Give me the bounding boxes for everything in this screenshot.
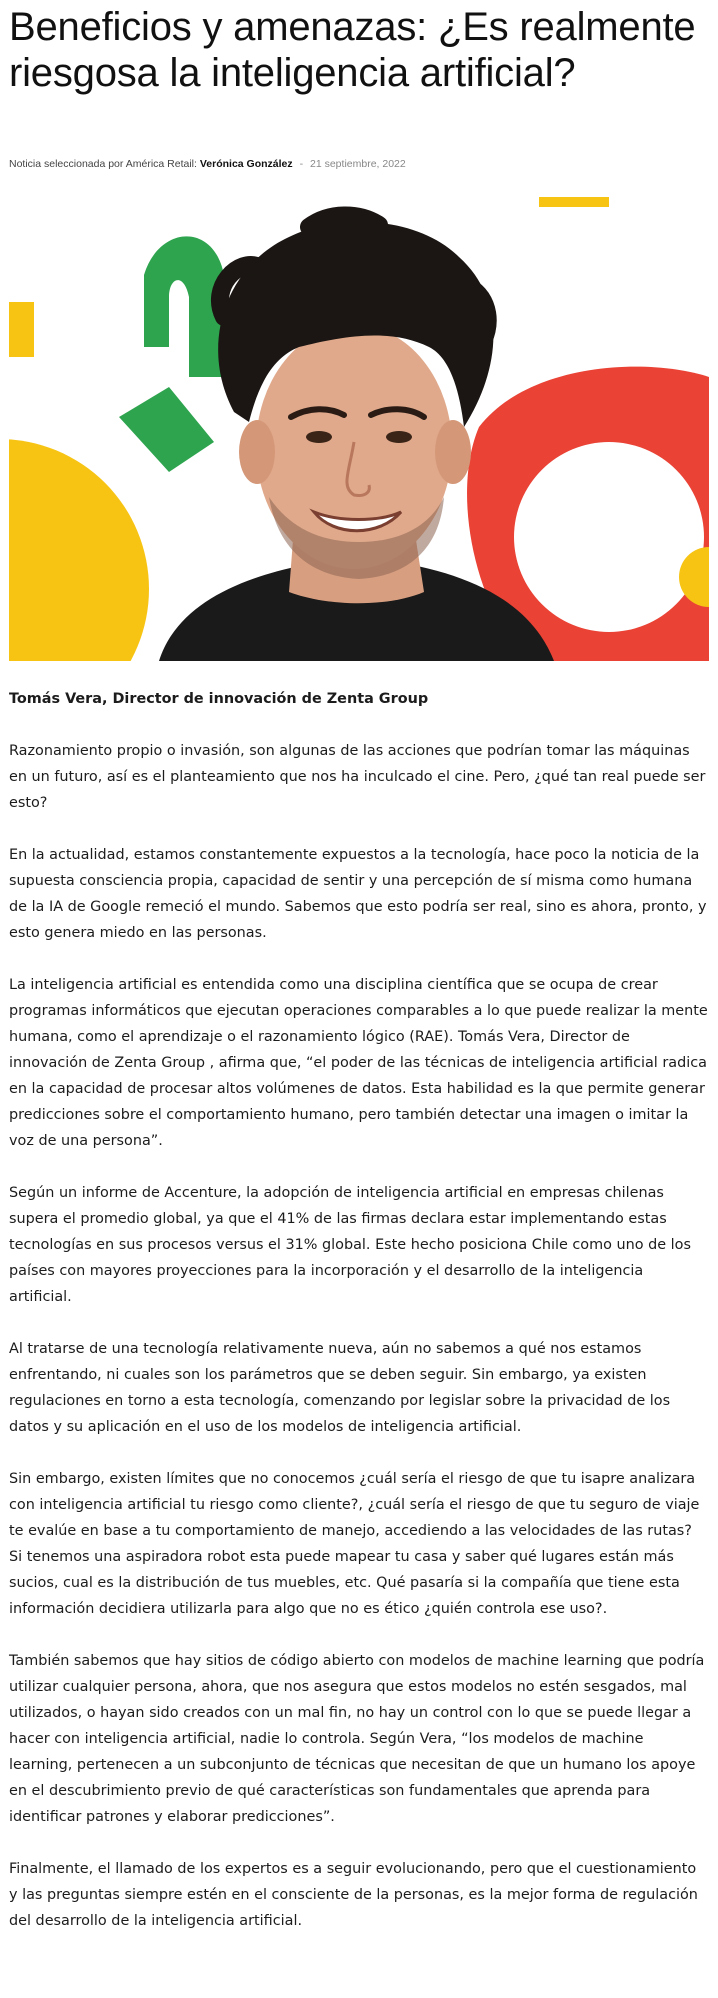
- article-photo: [9, 197, 709, 661]
- paragraph: Finalmente, el llamado de los expertos es a seguir evolucionando, pero que el cuestionamiento y las preguntas siempre estén en el consciente de la personas, es la mejor forma de regulación del desarrollo de la inteligencia artificial.: [9, 1861, 698, 1929]
- article-body: [9, 686, 709, 1960]
- meta-prefix: Noticia seleccionada por América Retail:: [9, 158, 197, 170]
- paragraph: Al tratarse de una tecnología relativamente nueva, aún no sabemos a qué nos estamos enfrentando, ni cuales son los parámetros que se deben seguir. Sin embargo, ya existen regulaciones en torno a esta tecnología, comenzando por legislar sobre la privacidad de los datos y su aplicación en el uso de los modelos de inteligencia artificial.: [9, 1341, 671, 1435]
- image-caption: Tomás Vera, Director de innovación de Zenta Group: [9, 691, 429, 707]
- paragraph: Razonamiento propio o invasión, son algunas de las acciones que podrían tomar las máquinas en un futuro, así es el planteamiento que nos ha inculcado el cine. Pero, ¿qué tan real puede ser esto?: [9, 743, 706, 811]
- red-shape-hole: [514, 442, 704, 632]
- ear-right: [435, 420, 471, 484]
- paragraph: La inteligencia artificial es entendida como una disciplina científica que se ocupa de crear programas informáticos que ejecutan operaciones comparables a lo que puede realizar la mente humana, como el aprendizaje o el razonamiento lógico (RAE). Tomás Vera, Director de innovación de Zenta Group , afirma que, “el poder de las técnicas de inteligencia artificial radica en la capacidad de procesar altos volúmenes de datos. Esta habilidad es la que permite generar predicciones sobre el comportamiento humano, pero también detectar una imagen o imitar la voz de una persona”.: [9, 977, 708, 1149]
- publish-date: 21 septiembre, 2022: [310, 158, 406, 170]
- article-meta: [9, 158, 699, 170]
- yellow-shape: [9, 439, 149, 661]
- paragraph: También sabemos que hay sitios de código abierto con modelos de machine learning que podría utilizar cualquier persona, ahora, que nos asegura que estos modelos no estén sesgados, mal utilizados, o hayan sido creados con un mal fin, no hay un control con lo que se puede llegar a hacer con inteligencia artificial, nadie lo controla. Según Vera, “los modelos de machine learning, pertenecen a un subconjunto de técnicas que necesitan de que un humano los apoye en el descubrimiento previo de qué características son fundamentales que aprenda para identificar patrones y elaborar predicciones”.: [9, 1653, 705, 1825]
- green-shape-2: [119, 387, 214, 472]
- article-title: Beneficios y amenazas: ¿Es realmente riesgosa la inteligencia artificial?: [9, 5, 696, 95]
- paragraph: Sin embargo, existen límites que no conocemos ¿cuál sería el riesgo de que tu isapre analizara con inteligencia artificial tu riesgo como cliente?, ¿cuál sería el riesgo de que tu seguro de viaje te evalúe en base a tu comportamiento de manejo, accediendo a las velocidades de las rutas? Si tenemos una aspiradora robot esta puede mapear tu casa y saber qué lugares están más sucios, cual es la distribución de tus muebles, etc. Qué pasaría si la compañía que tiene esta información decidiera utilizarla para algo que no es ético ¿quién controla ese uso?.: [9, 1471, 700, 1617]
- meta-separator: -: [299, 158, 304, 170]
- author-link[interactable]: Verónica González: [199, 158, 293, 170]
- yellow-arc: [9, 302, 34, 357]
- yellow-top: [539, 197, 609, 207]
- eye-left: [306, 431, 332, 443]
- ear-left: [239, 420, 275, 484]
- eye-right: [386, 431, 412, 443]
- paragraph: En la actualidad, estamos constantemente expuestos a la tecnología, hace poco la noticia de la supuesta consciencia propia, capacidad de sentir y una percepción de sí misma como humana de la IA de Google remeció el mundo. Sabemos que esto podría ser real, sino es ahora, pronto, y esto genera miedo en las personas.: [9, 847, 707, 941]
- paragraph: Según un informe de Accenture, la adopción de inteligencia artificial en empresas chilenas supera el promedio global, ya que el 41% de las firmas declara estar implementando estas tecnologías en sus procesos versus el 31% global. Este hecho posiciona Chile como uno de los países con mayores proyecciones para la incorporación y el desarrollo de la inteligencia artificial.: [9, 1185, 691, 1305]
- portrait-photo-icon: [9, 197, 709, 661]
